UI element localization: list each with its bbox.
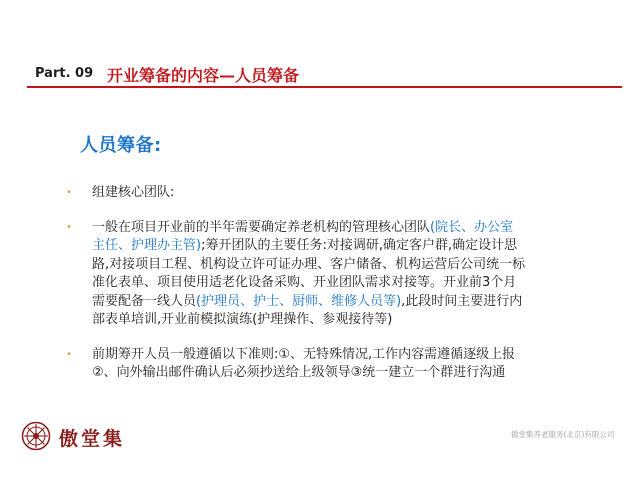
highlight-text: (护理员、护士、厨师、维修人员等)	[196, 293, 402, 309]
slide-title: 开业筹备的内容—人员筹备	[107, 66, 300, 85]
brand-logo	[21, 421, 139, 451]
logo-text: 傲堂集	[59, 428, 126, 450]
header-divider	[27, 86, 622, 88]
bullet-item	[66, 346, 526, 383]
bullet-item	[66, 184, 526, 203]
bullet-text: 一般在项目开业前的半年需要确定养老机构的管理核心团队	[92, 219, 431, 235]
bullet-item	[66, 219, 526, 330]
bullet-text: 前期筹开人员一般遵循以下准则:①、无特殊情况,工作内容需遵循逐级上报②、向外输出邮件确认后必须抄送给上级领导③统一建立一个群进行沟通	[92, 346, 516, 380]
bullet-dot-icon: •	[66, 187, 72, 198]
lotus-mandala-icon	[21, 421, 51, 451]
bullet-text: ;筹开团队的主要任务:对接调研,确定客户群,确定设计思路,对接项目工程、机构设立许可证办理、客户储备、机构运营后公司统一标准化表单、项目使用适老化设备采购、开业团队需求对接等。开业前3个月需要配备一线人员	[92, 238, 526, 309]
bullet-list	[66, 184, 526, 399]
part-number: Part. 09	[35, 66, 94, 81]
bullet-dot-icon: •	[66, 348, 72, 360]
section-title: 人员筹备:	[80, 135, 162, 156]
highlight-text: (院长、办公室主任、护理办主管)	[92, 219, 514, 253]
company-name: 傲堂集养老服务(北京)有限公司	[511, 430, 615, 439]
bullet-text: ,此段时间主要进行内部表单培训,开业前模拟演练(护理操作、参观接待等)	[92, 293, 523, 327]
bullet-dot-icon: •	[66, 221, 72, 233]
bullet-text: 组建核心团队:	[92, 185, 175, 200]
